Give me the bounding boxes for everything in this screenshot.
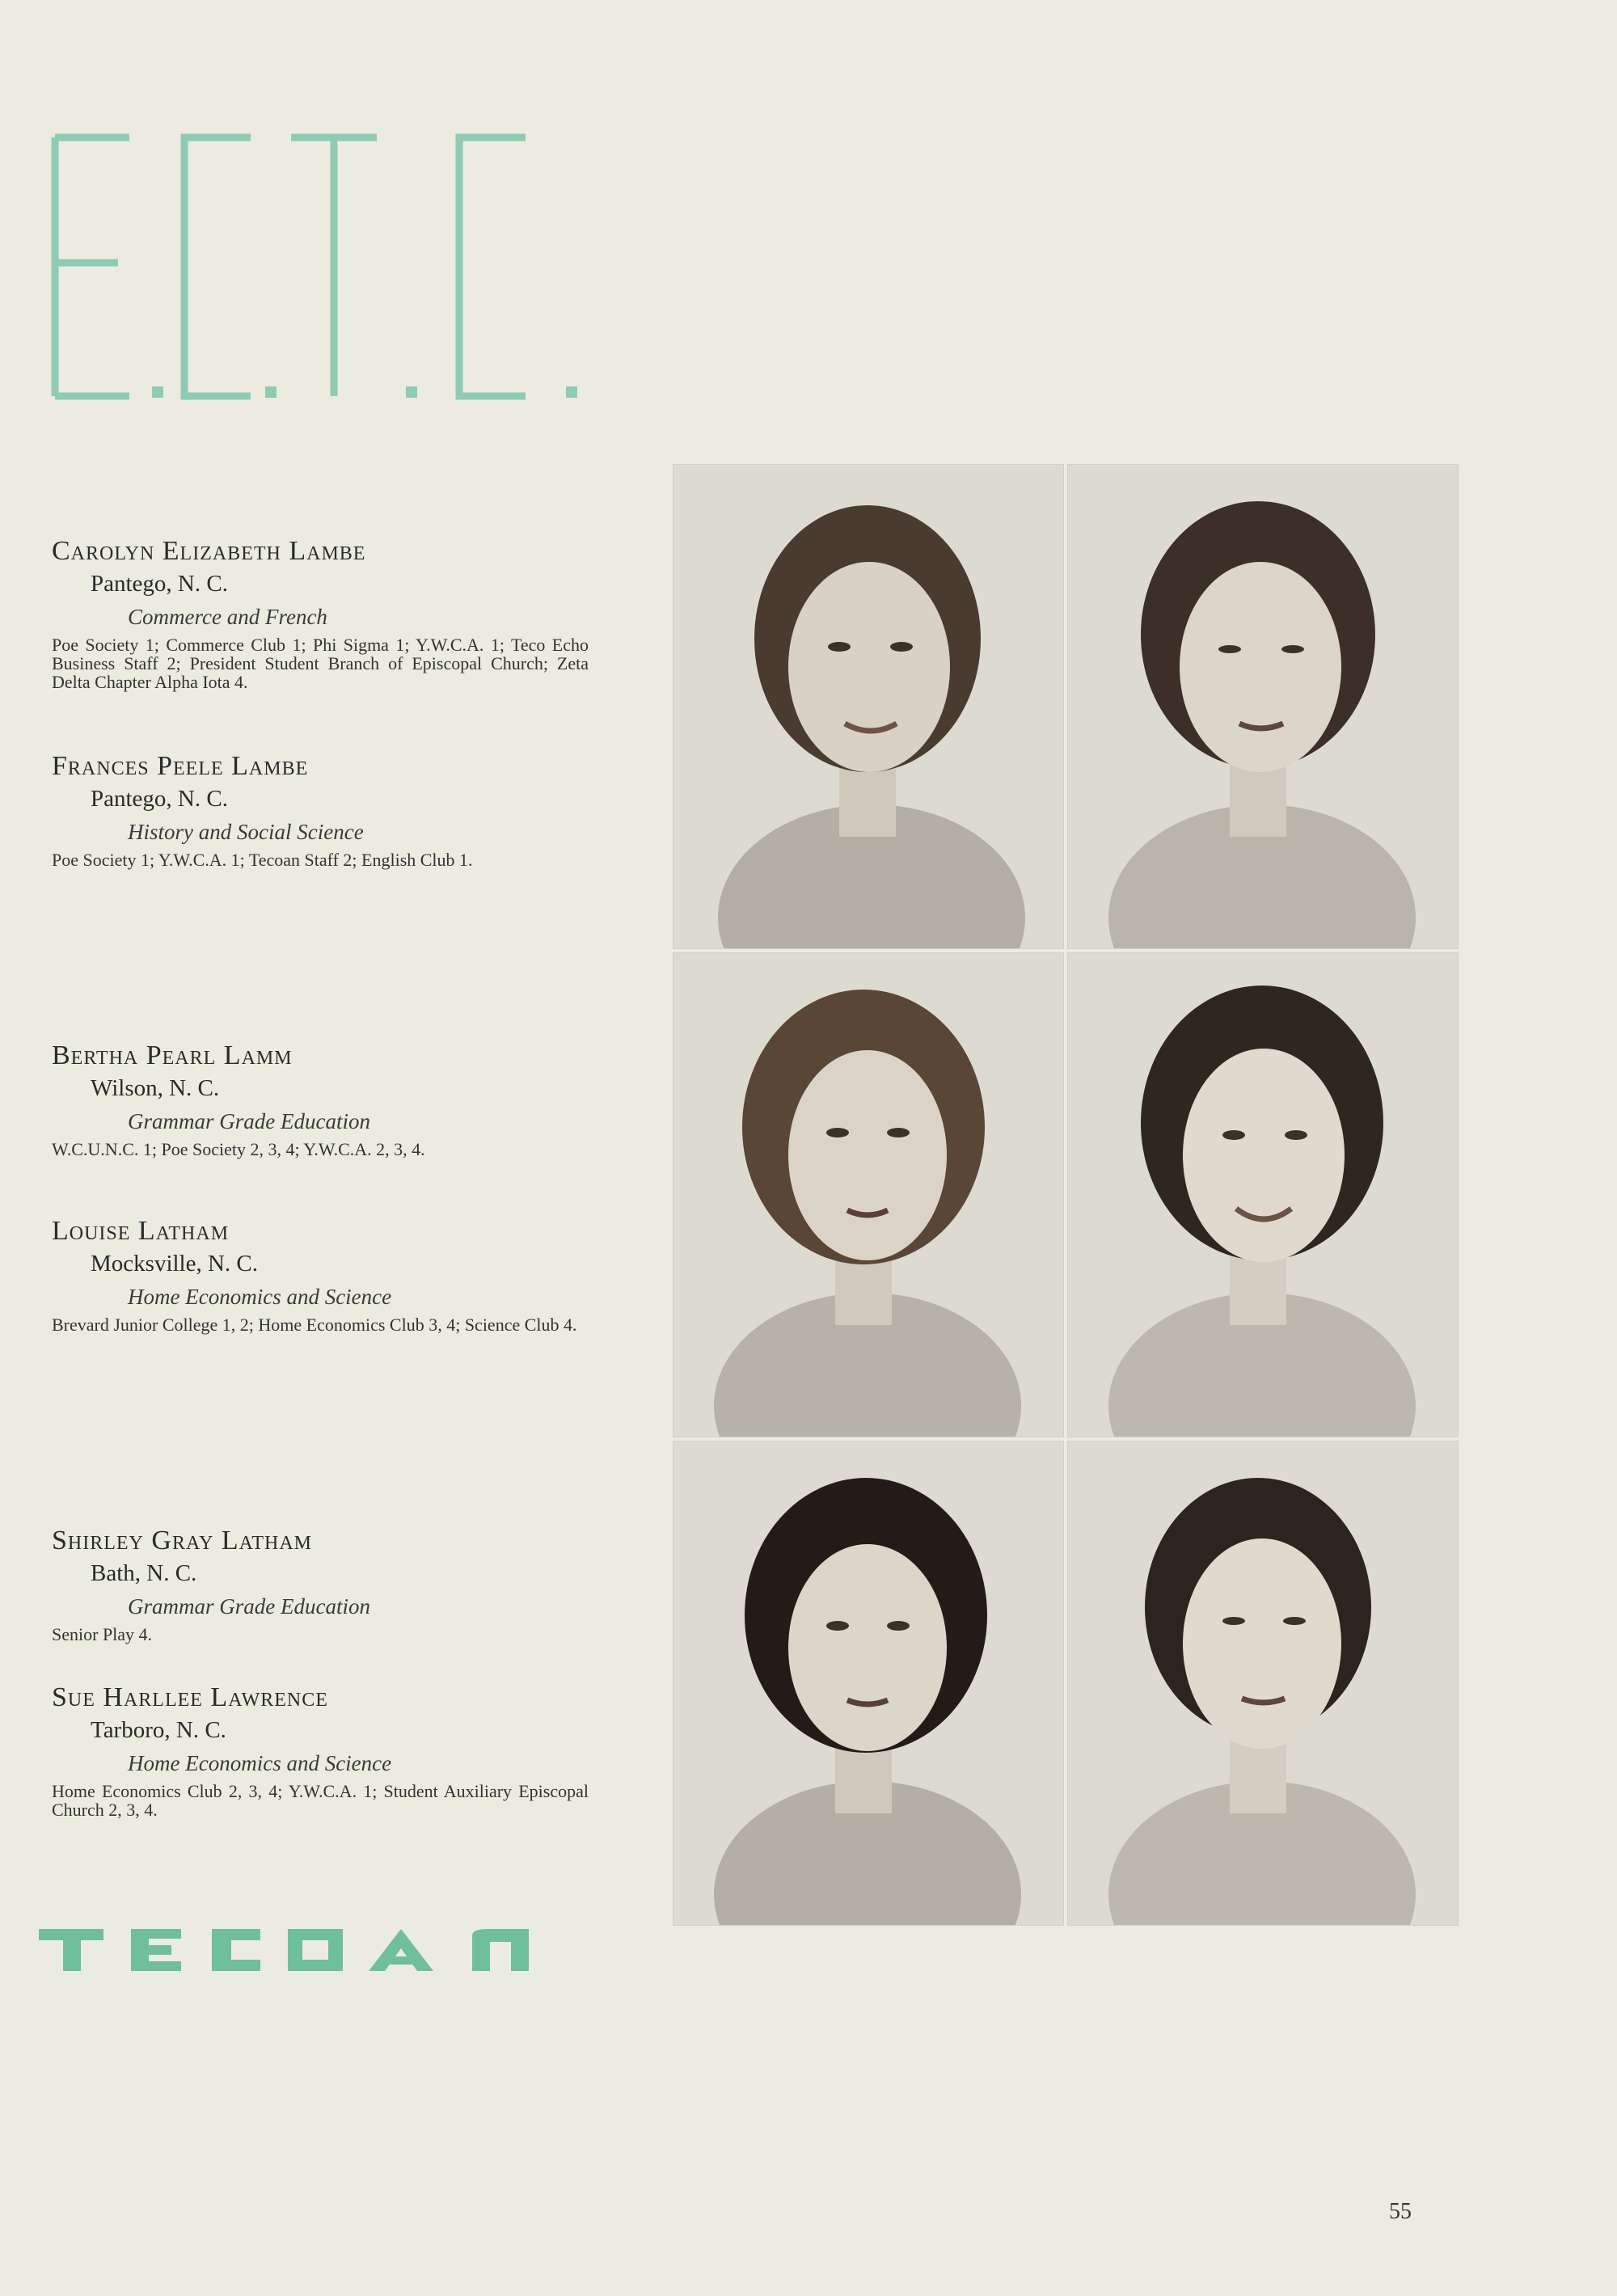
student-major: Commerce and French [128, 605, 327, 629]
student-entry [52, 1215, 602, 1334]
student-hometown: Bath, N. C. [91, 1560, 197, 1586]
student-entry [52, 1040, 602, 1159]
page-number: 55 [1389, 2199, 1412, 2224]
tecoan-logo-graphic [36, 1927, 561, 1973]
student-major: Grammar Grade Education [128, 1109, 370, 1133]
ectc-header-logo [49, 129, 598, 404]
student-name: Carolyn Elizabeth Lambe [52, 536, 366, 566]
portrait-photo [673, 1441, 1064, 1926]
tecoan-logo [36, 1927, 561, 1973]
portrait-grid [673, 464, 1465, 1927]
student-entry [52, 535, 602, 691]
student-activities: Home Economics Club 2, 3, 4; Y.W.C.A. 1; Student Auxiliary Episcopal Church 2, 3, 4. [52, 1781, 589, 1820]
portrait-photo [1067, 1441, 1459, 1926]
student-activities: Senior Play 4. [52, 1624, 153, 1644]
student-major: History and Social Science [128, 820, 364, 844]
student-entry [52, 1682, 602, 1819]
portrait-photo [673, 952, 1064, 1437]
student-activities: Poe Society 1; Commerce Club 1; Phi Sigma 1; Y.W.C.A. 1; Teco Echo Business Staff 2; President Student Branch of Episcopal Church; Zeta Delta Chapter Alpha Iota 4. [52, 635, 589, 692]
student-major: Home Economics and Science [128, 1285, 392, 1309]
ectc-logo-graphic [49, 129, 598, 404]
student-hometown: Pantego, N. C. [91, 786, 228, 812]
portrait-photo [1067, 464, 1459, 949]
student-hometown: Wilson, N. C. [91, 1075, 220, 1101]
student-name: Sue Harllee Lawrence [52, 1682, 328, 1712]
student-entry [52, 750, 602, 869]
student-hometown: Tarboro, N. C. [91, 1717, 226, 1743]
student-major: Home Economics and Science [128, 1751, 392, 1775]
student-name: Bertha Pearl Lamm [52, 1040, 293, 1070]
student-name: Frances Peele Lambe [52, 751, 309, 781]
student-hometown: Mocksville, N. C. [91, 1251, 259, 1277]
student-name: Louise Latham [52, 1216, 230, 1246]
portrait-photo [1067, 952, 1459, 1437]
student-major: Grammar Grade Education [128, 1594, 370, 1619]
student-activities: Poe Society 1; Y.W.C.A. 1; Tecoan Staff 2; English Club 1. [52, 850, 473, 870]
student-activities: Brevard Junior College 1, 2; Home Economics Club 3, 4; Science Club 4. [52, 1315, 577, 1335]
portrait-photo [673, 464, 1064, 949]
student-entry [52, 1525, 602, 1644]
student-name: Shirley Gray Latham [52, 1526, 313, 1555]
student-hometown: Pantego, N. C. [91, 571, 228, 597]
student-activities: W.C.U.N.C. 1; Poe Society 2, 3, 4; Y.W.C.A. 2, 3, 4. [52, 1139, 425, 1159]
